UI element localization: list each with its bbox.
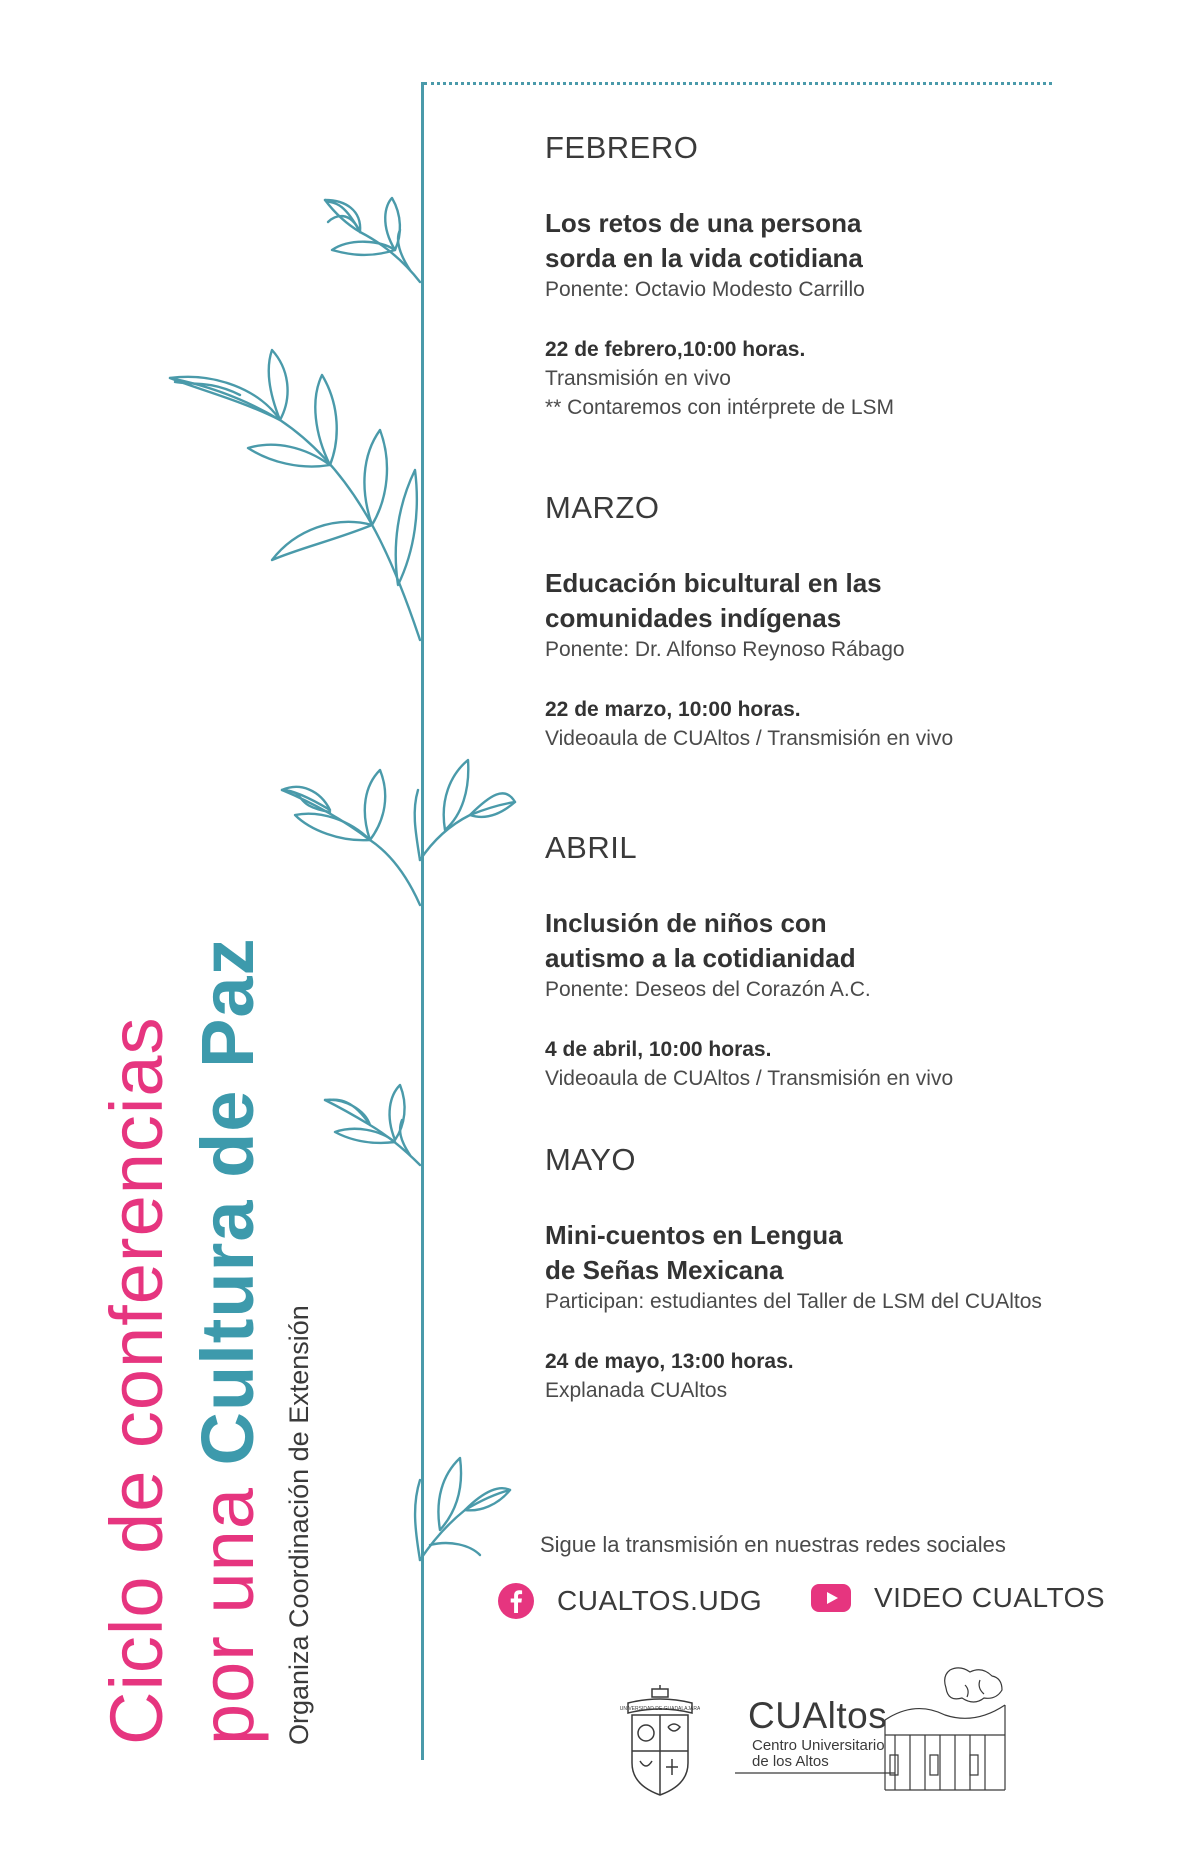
- event-may: [545, 1142, 1105, 1405]
- facebook-icon: [497, 1582, 535, 1620]
- title-line-2-bold: Cultura de Paz: [186, 937, 269, 1466]
- event-detail: Videoaula de CUAltos / Transmisión en vivo: [545, 727, 954, 750]
- event-speaker: Ponente: Octavio Modesto Carrillo: [545, 278, 865, 301]
- organizer-text: Organiza Coordinación de Extensión: [284, 1305, 314, 1745]
- event-title: [545, 206, 1105, 276]
- title-line-1: Ciclo de conferencias: [95, 1016, 178, 1745]
- event-march: [545, 490, 1105, 753]
- event-february: [545, 130, 1105, 422]
- event-speaker: Ponente: Dr. Alfonso Reynoso Rábago: [545, 638, 905, 661]
- event-title-line2: de Señas Mexicana: [545, 1255, 784, 1285]
- facebook-link[interactable]: [497, 1582, 762, 1620]
- event-date: 4 de abril, 10:00 horas.: [545, 1038, 772, 1061]
- title-line-2-prefix: por una: [186, 1465, 269, 1745]
- event-title-line2: sorda en la vida cotidiana: [545, 243, 863, 273]
- title-line-2: [188, 937, 268, 1745]
- event-title-line1: Inclusión de niños con: [545, 908, 827, 938]
- udg-seal-text: UNIVERSIDAD DE GUADALAJARA: [620, 1706, 700, 1712]
- cualtos-building-illustration: [735, 1665, 1015, 1805]
- udg-seal-logo: [620, 1683, 700, 1803]
- cualtos-logo-title: CUAltos: [748, 1695, 888, 1736]
- event-detail: Transmisión en vivo: [545, 367, 731, 390]
- facebook-label: CUALTOS.UDG: [557, 1585, 763, 1616]
- event-month: MARZO: [545, 490, 660, 525]
- event-speaker: Participan: estudiantes del Taller de LSM del CUAltos: [545, 1290, 1042, 1313]
- event-detail: ** Contaremos con intérprete de LSM: [545, 396, 895, 419]
- event-date: 22 de marzo, 10:00 horas.: [545, 698, 801, 721]
- youtube-icon: [810, 1582, 852, 1614]
- event-title-line1: Los retos de una persona: [545, 208, 862, 238]
- cualtos-sub2: de los Altos: [752, 1753, 829, 1770]
- event-title: [545, 566, 1105, 636]
- event-month: FEBRERO: [545, 130, 699, 165]
- event-date: 22 de febrero,10:00 horas.: [545, 338, 806, 361]
- event-title: [545, 906, 1105, 976]
- event-title-line1: Mini-cuentos en Lengua: [545, 1220, 843, 1250]
- youtube-link[interactable]: [810, 1582, 1105, 1614]
- event-title-line2: comunidades indígenas: [545, 603, 842, 633]
- event-april: [545, 830, 1105, 1093]
- event-date: 24 de mayo, 13:00 horas.: [545, 1350, 794, 1373]
- event-month: ABRIL: [545, 830, 638, 865]
- event-month: MAYO: [545, 1142, 636, 1177]
- event-detail: Explanada CUAltos: [545, 1379, 728, 1402]
- event-title-line2: autismo a la cotidianidad: [545, 943, 856, 973]
- event-title-line1: Educación bicultural en las: [545, 568, 882, 598]
- event-speaker: Ponente: Deseos del Corazón A.C.: [545, 978, 871, 1001]
- cualtos-sub1: Centro Universitario: [752, 1737, 885, 1754]
- social-prompt: Sigue la transmisión en nuestras redes sociales: [540, 1532, 1006, 1557]
- event-title: [545, 1218, 1105, 1288]
- event-detail: Videoaula de CUAltos / Transmisión en vivo: [545, 1067, 954, 1090]
- youtube-label: VIDEO CUALTOS: [874, 1582, 1106, 1613]
